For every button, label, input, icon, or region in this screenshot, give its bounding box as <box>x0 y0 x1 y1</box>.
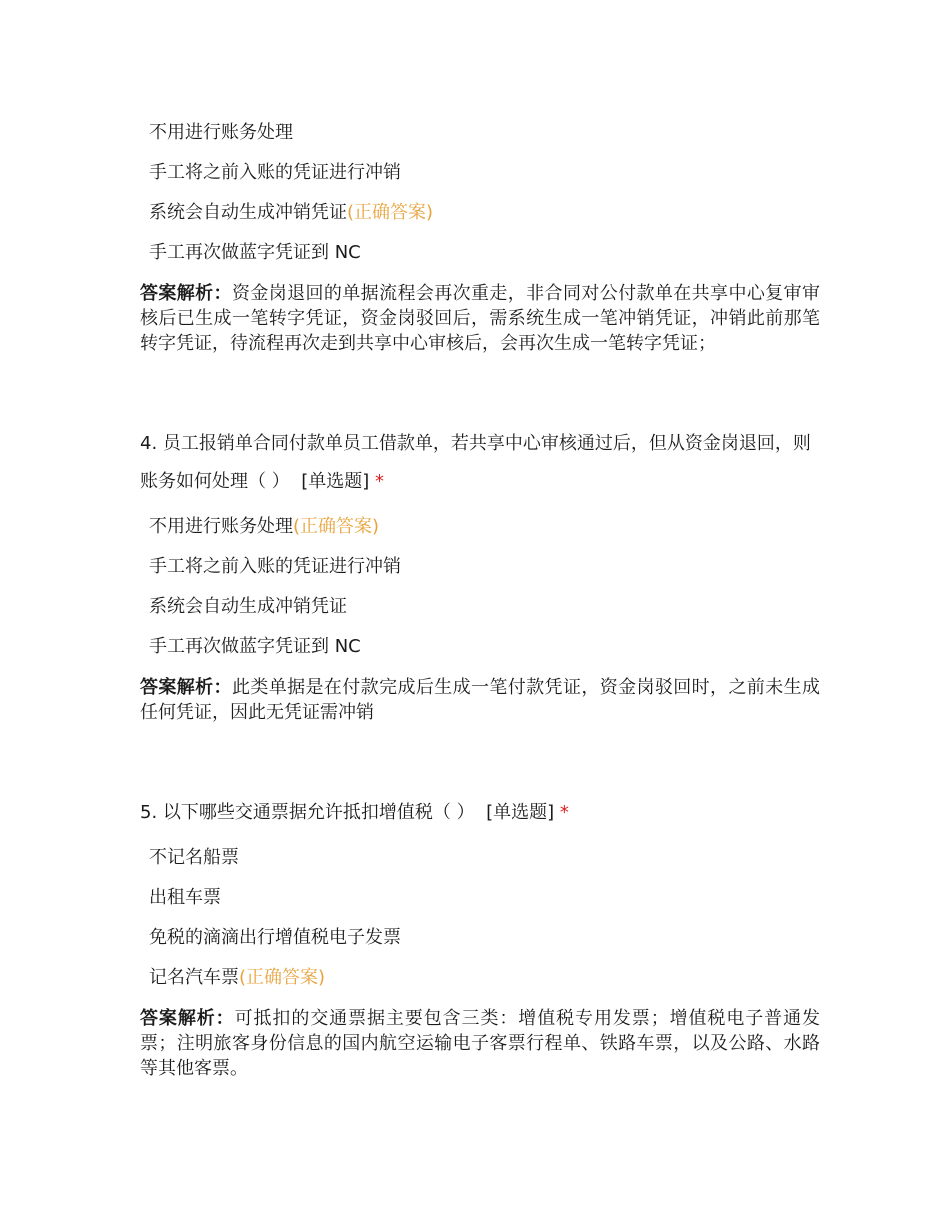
option-item <box>149 161 820 185</box>
question-4-options <box>140 515 820 659</box>
option-text: 不用进行账务处理 <box>149 122 293 143</box>
question-4-analysis <box>140 675 820 725</box>
analysis-text: 此类单据是在付款完成后生成一笔付款凭证，资金岗驳回时，之前未生成任何凭证，因此无凭证需冲销 <box>140 677 821 723</box>
option-text: 免税的滴滴出行增值税电子发票 <box>149 927 401 948</box>
option-item <box>149 241 820 265</box>
option-item <box>149 515 820 539</box>
question-text: 5. 以下哪些交通票据允许抵扣增值税（ ） <box>140 802 475 823</box>
option-item <box>149 846 820 870</box>
option-item <box>149 635 820 659</box>
required-mark: * <box>374 471 384 492</box>
analysis-label: 答案解析： <box>140 283 232 304</box>
analysis-label: 答案解析： <box>140 677 232 698</box>
option-text: 记名汽车票 <box>149 967 239 988</box>
option-text: 系统会自动生成冲销凭证 <box>149 596 347 617</box>
option-item <box>149 201 820 225</box>
option-item <box>149 886 820 910</box>
question-3-options <box>140 121 820 265</box>
question-3-analysis <box>140 281 820 356</box>
option-text: 不用进行账务处理 <box>149 516 293 537</box>
question-type-label: [单选题] <box>301 471 370 492</box>
option-text: 手工将之前入账的凭证进行冲销 <box>149 162 401 183</box>
option-text: 手工再次做蓝字凭证到 NC <box>149 636 361 657</box>
question-5-options <box>140 846 820 990</box>
correct-answer-mark: (正确答案) <box>347 202 434 223</box>
correct-answer-mark: (正确答案) <box>293 516 380 537</box>
analysis-label: 答案解析： <box>140 1008 235 1029</box>
analysis-text: 资金岗退回的单据流程会再次重走，非合同对公付款单在共享中心复审审核后已生成一笔转字凭证，资金岗驳回后，需系统生成一笔冲销凭证，冲销此前那笔转字凭证，待流程再次走到共享中心审核后，会再次生成一笔转字凭证； <box>140 283 821 354</box>
analysis-text: 可抵扣的交通票据主要包含三类：增值税专用发票；增值税电子普通发票；注明旅客身份信息的国内航空运输电子客票行程单、铁路车票，以及公路、水路等其他客票。 <box>140 1008 821 1079</box>
question-text: 4. 员工报销单合同付款单员工借款单，若共享中心审核通过后，但从资金岗退回，则账务如何处理（ ） <box>140 433 811 492</box>
correct-answer-mark: (正确答案) <box>239 967 326 988</box>
question-5-title <box>140 794 820 832</box>
option-item <box>149 121 820 145</box>
option-text: 系统会自动生成冲销凭证 <box>149 202 347 223</box>
option-item <box>149 926 820 950</box>
question-5-analysis <box>140 1006 820 1081</box>
question-4-title <box>140 425 820 501</box>
option-item <box>149 555 820 579</box>
required-mark: * <box>559 802 569 823</box>
option-text: 手工将之前入账的凭证进行冲销 <box>149 556 401 577</box>
option-text: 不记名船票 <box>149 847 239 868</box>
option-item <box>149 595 820 619</box>
option-item <box>149 966 820 990</box>
question-type-label: [单选题] <box>486 802 555 823</box>
option-text: 出租车票 <box>149 887 221 908</box>
option-text: 手工再次做蓝字凭证到 NC <box>149 242 361 263</box>
